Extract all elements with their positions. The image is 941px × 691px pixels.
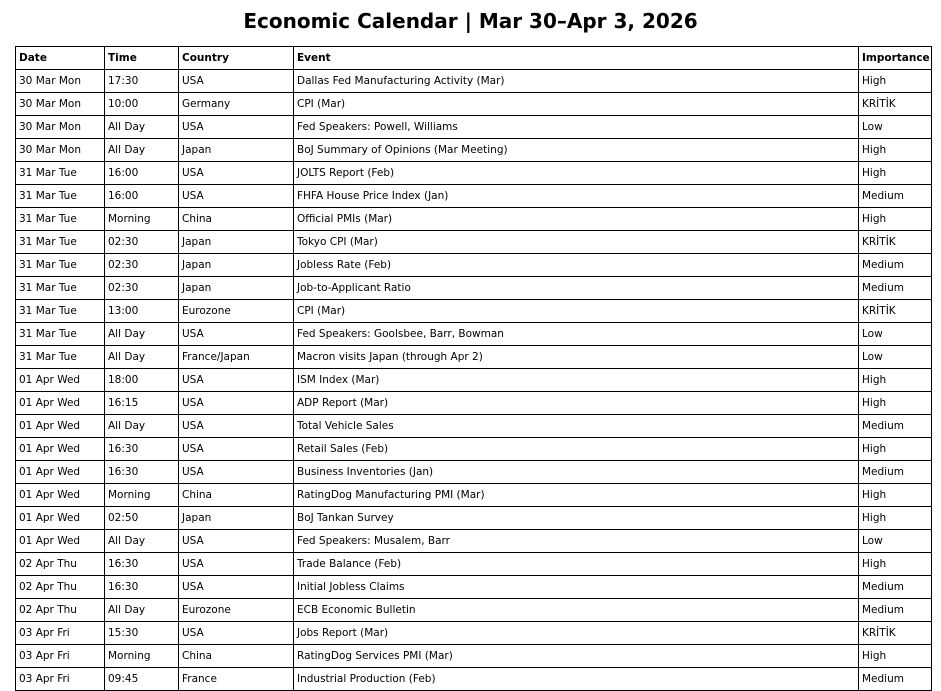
country-cell: USA — [179, 70, 294, 93]
date-cell: 01 Apr Wed — [16, 438, 105, 461]
time-cell: 09:45 — [105, 668, 179, 691]
country-cell: USA — [179, 116, 294, 139]
time-cell: 16:00 — [105, 162, 179, 185]
country-cell: France/Japan — [179, 346, 294, 369]
table-row — [16, 346, 932, 369]
importance-cell: High — [859, 553, 932, 576]
event-cell: ADP Report (Mar) — [294, 392, 859, 415]
importance-cell: KRİTİK — [859, 300, 932, 323]
event-cell: CPI (Mar) — [294, 300, 859, 323]
time-cell: 16:15 — [105, 392, 179, 415]
importance-cell: Medium — [859, 576, 932, 599]
table-row — [16, 231, 932, 254]
event-cell: JOLTS Report (Feb) — [294, 162, 859, 185]
importance-cell: Low — [859, 530, 932, 553]
importance-cell: Medium — [859, 415, 932, 438]
date-cell: 01 Apr Wed — [16, 507, 105, 530]
event-cell: Fed Speakers: Goolsbee, Barr, Bowman — [294, 323, 859, 346]
table-row — [16, 323, 932, 346]
country-cell: Japan — [179, 139, 294, 162]
importance-cell: Low — [859, 346, 932, 369]
date-cell: 31 Mar Tue — [16, 162, 105, 185]
time-cell: All Day — [105, 116, 179, 139]
date-cell: 30 Mar Mon — [16, 93, 105, 116]
table-row — [16, 254, 932, 277]
importance-cell: High — [859, 484, 932, 507]
date-cell: 31 Mar Tue — [16, 208, 105, 231]
date-cell: 31 Mar Tue — [16, 346, 105, 369]
event-cell: BoJ Summary of Opinions (Mar Meeting) — [294, 139, 859, 162]
country-cell: USA — [179, 392, 294, 415]
table-row — [16, 185, 932, 208]
event-cell: Total Vehicle Sales — [294, 415, 859, 438]
country-cell: Eurozone — [179, 599, 294, 622]
table-row — [16, 139, 932, 162]
importance-cell: KRİTİK — [859, 231, 932, 254]
event-cell: Macron visits Japan (through Apr 2) — [294, 346, 859, 369]
table-row — [16, 93, 932, 116]
country-cell: USA — [179, 415, 294, 438]
country-cell: China — [179, 484, 294, 507]
country-cell: USA — [179, 369, 294, 392]
date-cell: 01 Apr Wed — [16, 415, 105, 438]
time-cell: 16:30 — [105, 438, 179, 461]
date-cell: 30 Mar Mon — [16, 116, 105, 139]
importance-cell: Medium — [859, 254, 932, 277]
table-row — [16, 70, 932, 93]
event-cell: Jobs Report (Mar) — [294, 622, 859, 645]
event-cell: Initial Jobless Claims — [294, 576, 859, 599]
date-cell: 30 Mar Mon — [16, 139, 105, 162]
date-cell: 02 Apr Thu — [16, 553, 105, 576]
country-cell: China — [179, 208, 294, 231]
time-cell: 16:30 — [105, 461, 179, 484]
event-cell: RatingDog Services PMI (Mar) — [294, 645, 859, 668]
country-cell: USA — [179, 530, 294, 553]
time-cell: 02:30 — [105, 254, 179, 277]
country-cell: USA — [179, 553, 294, 576]
importance-cell: High — [859, 162, 932, 185]
date-cell: 30 Mar Mon — [16, 70, 105, 93]
event-cell: ISM Index (Mar) — [294, 369, 859, 392]
importance-cell: High — [859, 139, 932, 162]
event-cell: Fed Speakers: Musalem, Barr — [294, 530, 859, 553]
importance-cell: High — [859, 369, 932, 392]
date-cell: 31 Mar Tue — [16, 277, 105, 300]
importance-cell: Medium — [859, 185, 932, 208]
event-cell: Job-to-Applicant Ratio — [294, 277, 859, 300]
time-cell: Morning — [105, 208, 179, 231]
table-row — [16, 392, 932, 415]
event-cell: Retail Sales (Feb) — [294, 438, 859, 461]
date-cell: 02 Apr Thu — [16, 576, 105, 599]
event-cell: ECB Economic Bulletin — [294, 599, 859, 622]
event-cell: Industrial Production (Feb) — [294, 668, 859, 691]
date-cell: 03 Apr Fri — [16, 645, 105, 668]
importance-cell: High — [859, 507, 932, 530]
importance-cell: High — [859, 392, 932, 415]
importance-cell: High — [859, 645, 932, 668]
importance-cell: KRİTİK — [859, 93, 932, 116]
event-cell: Official PMIs (Mar) — [294, 208, 859, 231]
date-cell: 31 Mar Tue — [16, 185, 105, 208]
table-row — [16, 438, 932, 461]
table-row — [16, 415, 932, 438]
date-cell: 01 Apr Wed — [16, 392, 105, 415]
table-row — [16, 162, 932, 185]
table-row — [16, 553, 932, 576]
table-row — [16, 576, 932, 599]
importance-cell: Medium — [859, 668, 932, 691]
date-cell: 31 Mar Tue — [16, 323, 105, 346]
time-cell: 16:30 — [105, 576, 179, 599]
event-cell: Dallas Fed Manufacturing Activity (Mar) — [294, 70, 859, 93]
date-cell: 01 Apr Wed — [16, 461, 105, 484]
date-cell: 01 Apr Wed — [16, 369, 105, 392]
event-cell: Tokyo CPI (Mar) — [294, 231, 859, 254]
time-cell: All Day — [105, 530, 179, 553]
event-cell: BoJ Tankan Survey — [294, 507, 859, 530]
event-cell: CPI (Mar) — [294, 93, 859, 116]
time-cell: All Day — [105, 323, 179, 346]
time-cell: All Day — [105, 139, 179, 162]
page-title: Economic Calendar | Mar 30–Apr 3, 2026 — [243, 9, 698, 33]
country-cell: China — [179, 645, 294, 668]
time-cell: All Day — [105, 415, 179, 438]
country-cell: USA — [179, 185, 294, 208]
economic-calendar-table — [15, 46, 932, 691]
event-cell: Trade Balance (Feb) — [294, 553, 859, 576]
country-cell: Japan — [179, 507, 294, 530]
event-cell: Business Inventories (Jan) — [294, 461, 859, 484]
time-cell: Morning — [105, 645, 179, 668]
column-header-event: Event — [294, 47, 859, 70]
table-row — [16, 300, 932, 323]
table-header-row — [16, 47, 932, 70]
date-cell: 31 Mar Tue — [16, 231, 105, 254]
event-cell: Fed Speakers: Powell, Williams — [294, 116, 859, 139]
date-cell: 01 Apr Wed — [16, 530, 105, 553]
importance-cell: Medium — [859, 461, 932, 484]
country-cell: Japan — [179, 231, 294, 254]
importance-cell: Medium — [859, 277, 932, 300]
date-cell: 03 Apr Fri — [16, 622, 105, 645]
table-row — [16, 277, 932, 300]
event-cell: FHFA House Price Index (Jan) — [294, 185, 859, 208]
country-cell: France — [179, 668, 294, 691]
importance-cell: Medium — [859, 599, 932, 622]
date-cell: 31 Mar Tue — [16, 300, 105, 323]
table-body — [16, 70, 932, 691]
country-cell: USA — [179, 162, 294, 185]
time-cell: 02:50 — [105, 507, 179, 530]
date-cell: 01 Apr Wed — [16, 484, 105, 507]
table-row — [16, 369, 932, 392]
importance-cell: High — [859, 208, 932, 231]
table-row — [16, 484, 932, 507]
table-row — [16, 461, 932, 484]
date-cell: 31 Mar Tue — [16, 254, 105, 277]
time-cell: 16:30 — [105, 553, 179, 576]
time-cell: 18:00 — [105, 369, 179, 392]
country-cell: USA — [179, 438, 294, 461]
table-row — [16, 599, 932, 622]
table-row — [16, 645, 932, 668]
importance-cell: Low — [859, 323, 932, 346]
time-cell: All Day — [105, 599, 179, 622]
column-header-importance: Importance — [859, 47, 932, 70]
table-row — [16, 668, 932, 691]
country-cell: USA — [179, 576, 294, 599]
event-cell: RatingDog Manufacturing PMI (Mar) — [294, 484, 859, 507]
country-cell: USA — [179, 622, 294, 645]
country-cell: Japan — [179, 254, 294, 277]
column-header-date: Date — [16, 47, 105, 70]
importance-cell: High — [859, 70, 932, 93]
time-cell: 10:00 — [105, 93, 179, 116]
date-cell: 02 Apr Thu — [16, 599, 105, 622]
table-row — [16, 208, 932, 231]
importance-cell: Low — [859, 116, 932, 139]
country-cell: USA — [179, 461, 294, 484]
country-cell: USA — [179, 323, 294, 346]
importance-cell: KRİTİK — [859, 622, 932, 645]
table-row — [16, 507, 932, 530]
event-cell: Jobless Rate (Feb) — [294, 254, 859, 277]
table-row — [16, 530, 932, 553]
time-cell: 17:30 — [105, 70, 179, 93]
column-header-time: Time — [105, 47, 179, 70]
time-cell: Morning — [105, 484, 179, 507]
table-row — [16, 116, 932, 139]
importance-cell: High — [859, 438, 932, 461]
column-header-country: Country — [179, 47, 294, 70]
country-cell: Eurozone — [179, 300, 294, 323]
time-cell: 02:30 — [105, 277, 179, 300]
time-cell: 16:00 — [105, 185, 179, 208]
table-row — [16, 622, 932, 645]
country-cell: Japan — [179, 277, 294, 300]
time-cell: 15:30 — [105, 622, 179, 645]
time-cell: 02:30 — [105, 231, 179, 254]
country-cell: Germany — [179, 93, 294, 116]
time-cell: 13:00 — [105, 300, 179, 323]
time-cell: All Day — [105, 346, 179, 369]
date-cell: 03 Apr Fri — [16, 668, 105, 691]
